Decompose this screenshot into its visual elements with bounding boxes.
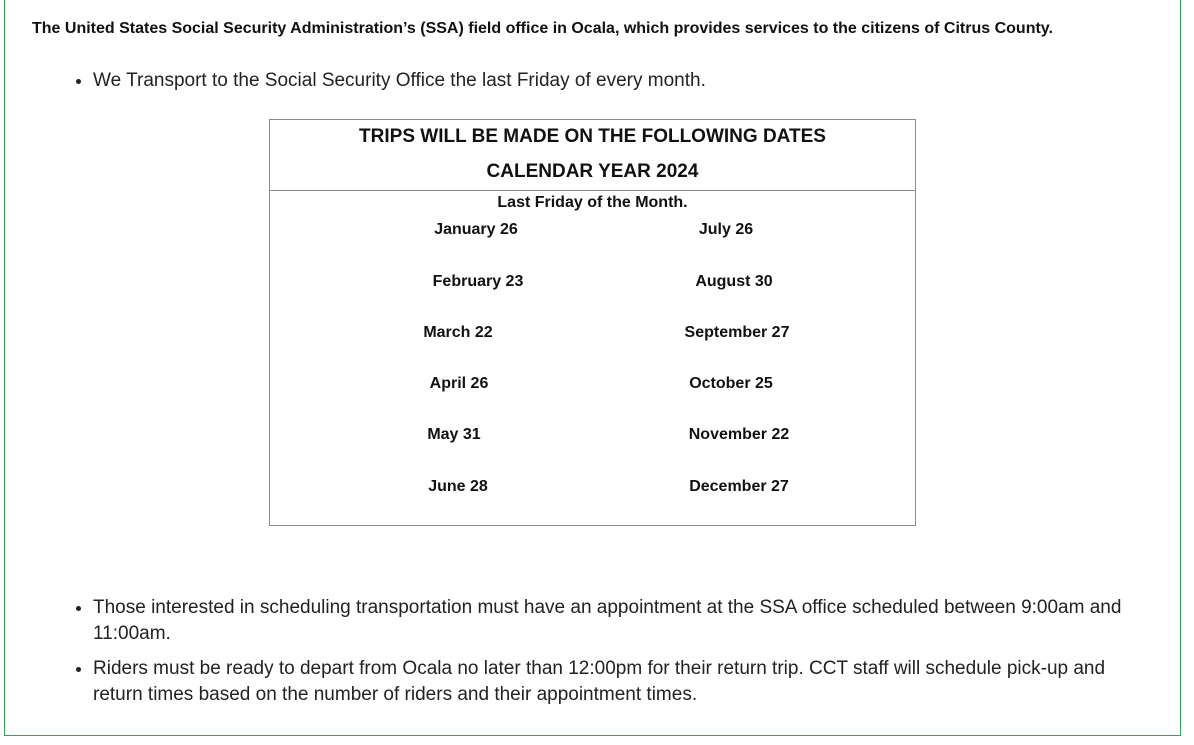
date-left-3: March 22 — [423, 324, 493, 341]
date-left-1: January 26 — [434, 221, 518, 238]
date-right-4: October 25 — [689, 375, 773, 392]
date-left-4: April 26 — [429, 375, 489, 392]
date-right-3: September 27 — [684, 324, 790, 341]
date-right-5: November 22 — [688, 426, 790, 443]
trip-table-title: TRIPS WILL BE MADE ON THE FOLLOWING DATES — [359, 126, 826, 147]
date-right-6: December 27 — [689, 478, 789, 495]
date-left-5: May 31 — [427, 426, 481, 443]
trip-table-header — [270, 120, 915, 191]
bottom-bullet-list — [72, 595, 1153, 717]
date-right-1: July 26 — [698, 221, 754, 238]
trip-table-year: CALENDAR YEAR 2024 — [486, 161, 699, 182]
bullet-transport-schedule: • We Transport to the Social Security Office the last Friday of every month. — [93, 68, 1153, 94]
date-left-2: February 23 — [432, 273, 524, 290]
bullet-appointment-window: • Those interested in scheduling transportation must have an appointment at the SSA office scheduled between 9:00am and 11:00am. — [93, 595, 1153, 647]
date-left-6: June 28 — [428, 478, 488, 495]
top-bullet-list — [72, 68, 1153, 94]
date-right-2: August 30 — [695, 273, 773, 290]
intro-heading: The United States Social Security Administration’s (SSA) field office in Ocala, which provides services to the citizens of Citrus County. — [32, 20, 1053, 37]
trip-dates-table — [269, 119, 916, 526]
trip-table-subheading: Last Friday of the Month. — [497, 194, 688, 211]
bullet-return-trip: • Riders must be ready to depart from Ocala no later than 12:00pm for their return trip. CCT staff will schedule pick-up and return times based on the number of riders and their appointment times. — [93, 656, 1153, 708]
